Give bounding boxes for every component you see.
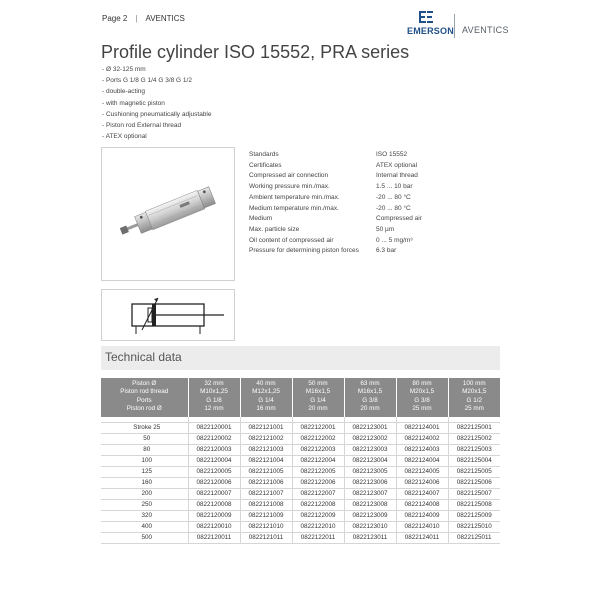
- pneumatic-symbol: [101, 289, 235, 341]
- piston-diameter: 32 mm: [204, 380, 224, 387]
- port-size: G 3/8: [362, 396, 378, 404]
- spec-value: -20 ... 80 °C: [376, 193, 411, 201]
- feature-item: - double-acting: [102, 88, 145, 96]
- spec-key: Standards: [249, 151, 279, 158]
- part-number-cell: 0822121008: [240, 500, 292, 511]
- part-number-cell: 0822121001: [240, 423, 292, 434]
- cylinder-illustration: [102, 148, 234, 280]
- piston-diameter: 50 mm: [308, 380, 328, 387]
- part-number-cell: 0822120002: [188, 434, 240, 445]
- spec-value: ISO 15552: [376, 151, 408, 158]
- aventics-logo-text: AVENTICS: [462, 25, 509, 35]
- spec-key: Working pressure min./max.: [249, 183, 330, 191]
- spec-table: [249, 150, 422, 257]
- page-label: Page: [102, 14, 121, 23]
- stroke-cell: 400: [101, 522, 188, 533]
- part-number-cell: 0822121011: [240, 533, 292, 544]
- stroke-cell: 80: [101, 445, 188, 456]
- part-number-cell: 0822125008: [448, 500, 500, 511]
- part-number-cell: 0822121009: [240, 511, 292, 522]
- part-number-cell: 0822120003: [188, 445, 240, 456]
- table-row: [101, 489, 500, 500]
- part-number-cell: 0822124004: [396, 456, 448, 467]
- double-acting-cylinder-icon: [102, 290, 234, 340]
- part-number-cell: 0822125002: [448, 434, 500, 445]
- table-header-row: [101, 378, 500, 417]
- part-number-cell: 0822120005: [188, 467, 240, 478]
- rod-thread: M10x1,25: [200, 388, 228, 396]
- spec-row: [249, 193, 422, 204]
- feature-item: - Cushioning pneumatically adjustable: [102, 110, 212, 118]
- part-number-cell: 0822120004: [188, 456, 240, 467]
- spec-value: Compressed air: [376, 215, 422, 223]
- part-number-cell: 0822125011: [448, 533, 500, 544]
- emerson-logo-icon: [415, 10, 437, 24]
- part-number-cell: 0822125009: [448, 511, 500, 522]
- table-row: [101, 456, 500, 467]
- rod-diameter: 20 mm: [360, 405, 380, 413]
- spec-row: [249, 204, 422, 215]
- spec-key: Medium temperature min./max.: [249, 204, 339, 212]
- part-number-cell: 0822121006: [240, 478, 292, 489]
- feature-item: - Piston rod External thread: [102, 122, 182, 130]
- spec-key: Max. particle size: [249, 225, 300, 233]
- part-number-cell: 0822124008: [396, 500, 448, 511]
- port-size: G 1/4: [310, 396, 326, 404]
- part-number-cell: 0822124001: [396, 423, 448, 434]
- technical-data-table: [101, 378, 500, 544]
- logo-divider: [454, 14, 455, 38]
- stroke-cell: 125: [101, 467, 188, 478]
- rod-thread: M20x1,5: [409, 388, 435, 396]
- part-number-cell: 0822122001: [292, 423, 344, 434]
- page-header: [102, 14, 185, 23]
- part-number-cell: 0822121004: [240, 456, 292, 467]
- table-row: [101, 445, 500, 456]
- part-number-cell: 0822123004: [344, 456, 396, 467]
- table-row: [101, 478, 500, 489]
- part-number-cell: 0822120008: [188, 500, 240, 511]
- part-number-cell: 0822123010: [344, 522, 396, 533]
- spec-row: [249, 150, 422, 161]
- part-number-cell: 0822122008: [292, 500, 344, 511]
- feature-item: - Ø 32-125 mm: [102, 66, 146, 73]
- part-number-cell: 0822123005: [344, 467, 396, 478]
- emerson-logo-text: EMERSON: [407, 26, 454, 36]
- rod-diameter: 12 mm: [204, 405, 224, 413]
- rod-thread: M20x1,5: [462, 388, 487, 396]
- spec-row: [249, 214, 422, 225]
- feature-list: [102, 64, 211, 142]
- stroke-cell: 50: [101, 434, 188, 445]
- part-number-cell: 0822123001: [344, 423, 396, 434]
- stroke-cell: 160: [101, 478, 188, 489]
- spec-value: ATEX optional: [376, 161, 418, 169]
- column-header: [240, 378, 292, 417]
- part-number-cell: 0822124010: [396, 522, 448, 533]
- table-body: [101, 417, 500, 544]
- piston-diameter: 100 mm: [462, 380, 486, 387]
- spec-row: [249, 171, 422, 182]
- header-label: Ports: [136, 396, 152, 404]
- piston-diameter: 63 mm: [360, 380, 380, 387]
- part-number-cell: 0822122005: [292, 467, 344, 478]
- part-number-cell: 0822122011: [292, 533, 344, 544]
- part-number-cell: 0822123007: [344, 489, 396, 500]
- spec-key: Ambient temperature min./max.: [249, 193, 340, 201]
- part-number-cell: 0822121010: [240, 522, 292, 533]
- feature-item: - with magnetic piston: [102, 99, 165, 107]
- spec-value: Internal thread: [376, 172, 418, 180]
- rod-diameter: 16 mm: [256, 405, 276, 413]
- header-labels-cell: [101, 378, 188, 417]
- port-size: G 1/4: [258, 396, 274, 404]
- technical-data-title: Technical data: [105, 350, 182, 364]
- part-number-cell: 0822125007: [448, 489, 500, 500]
- header-label: Piston rod thread: [120, 388, 169, 396]
- part-number-cell: 0822125005: [448, 467, 500, 478]
- table-row: [101, 434, 500, 445]
- part-number-cell: 0822123002: [344, 434, 396, 445]
- part-number-cell: 0822121002: [240, 434, 292, 445]
- part-number-cell: 0822125004: [448, 456, 500, 467]
- piston-diameter: 80 mm: [412, 380, 432, 387]
- header-brand: AVENTICS: [145, 14, 185, 23]
- table-row: [101, 511, 500, 522]
- spec-row: [249, 246, 422, 257]
- rod-diameter: 25 mm: [412, 405, 432, 413]
- spec-key: Oil content of compressed air: [249, 236, 334, 244]
- part-number-cell: 0822122002: [292, 434, 344, 445]
- rod-diameter: 25 mm: [464, 405, 484, 413]
- spec-row: [249, 182, 422, 193]
- piston-diameter: 40 mm: [256, 380, 276, 387]
- spec-value: 1.5 ... 10 bar: [376, 183, 413, 191]
- stroke-cell: 500: [101, 533, 188, 544]
- rod-thread: M16x1,5: [305, 388, 331, 396]
- technical-data-header: [101, 346, 500, 370]
- part-number-cell: 0822124006: [396, 478, 448, 489]
- table-row: [101, 423, 500, 434]
- part-number-cell: 0822122003: [292, 445, 344, 456]
- header-separator: |: [135, 14, 138, 23]
- spec-value: 50 µm: [376, 225, 395, 233]
- column-header: [188, 378, 240, 417]
- spec-value: 0 ... 5 mg/m³: [376, 236, 413, 244]
- table-row: [101, 522, 500, 533]
- header-label: Piston rod Ø: [126, 405, 162, 413]
- part-number-cell: 0822120010: [188, 522, 240, 533]
- rod-thread: M12x1,25: [252, 388, 280, 396]
- stroke-cell: 200: [101, 489, 188, 500]
- rod-diameter: 20 mm: [308, 405, 328, 413]
- part-number-cell: 0822120006: [188, 478, 240, 489]
- brand-logos: [407, 10, 515, 38]
- stroke-cell: 100: [101, 456, 188, 467]
- part-number-cell: 0822125006: [448, 478, 500, 489]
- part-number-cell: 0822122006: [292, 478, 344, 489]
- spec-row: [249, 225, 422, 236]
- spec-value: -20 ... 80 °C: [376, 204, 411, 212]
- port-size: G 3/8: [414, 396, 430, 404]
- part-number-cell: 0822121007: [240, 489, 292, 500]
- port-size: G 1/8: [206, 396, 222, 404]
- page-title: Profile cylinder ISO 15552, PRA series: [101, 42, 410, 62]
- part-number-cell: 0822123011: [344, 533, 396, 544]
- part-number-cell: 0822125001: [448, 423, 500, 434]
- feature-item: - ATEX optional: [102, 133, 147, 141]
- column-header: [344, 378, 396, 417]
- port-size: G 1/2: [466, 396, 482, 404]
- part-number-cell: 0822120001: [188, 423, 240, 434]
- part-number-cell: 0822123006: [344, 478, 396, 489]
- stroke-cell: 320: [101, 511, 188, 522]
- part-number-cell: 0822125010: [448, 522, 500, 533]
- part-number-cell: 0822123008: [344, 500, 396, 511]
- part-number-cell: 0822124009: [396, 511, 448, 522]
- spec-key: Medium: [249, 215, 273, 223]
- column-header: [448, 378, 500, 417]
- column-header: [396, 378, 448, 417]
- spec-row: [249, 236, 422, 247]
- column-header: [292, 378, 344, 417]
- part-number-cell: 0822120009: [188, 511, 240, 522]
- part-number-cell: 0822122009: [292, 511, 344, 522]
- table-row: [101, 533, 500, 544]
- spec-key: Certificates: [249, 161, 282, 169]
- spec-key: Pressure for determining piston forces: [249, 247, 359, 255]
- feature-item: - Ports G 1/8 G 1/4 G 3/8 G 1/2: [102, 77, 192, 85]
- part-number-cell: 0822122010: [292, 522, 344, 533]
- table-row: [101, 500, 500, 511]
- part-number-cell: 0822120007: [188, 489, 240, 500]
- part-number-cell: 0822121003: [240, 445, 292, 456]
- part-number-cell: 0822120011: [188, 533, 240, 544]
- part-number-cell: 0822124002: [396, 434, 448, 445]
- spec-value: 6.3 bar: [376, 247, 397, 255]
- rod-thread: M16x1,5: [357, 388, 383, 396]
- page-number: 2: [122, 14, 128, 23]
- part-number-cell: 0822124003: [396, 445, 448, 456]
- header-label: Piston Ø: [132, 380, 157, 387]
- stroke-cell: Stroke 25: [101, 423, 188, 434]
- table-row: [101, 467, 500, 478]
- part-number-cell: 0822121005: [240, 467, 292, 478]
- stroke-cell: 250: [101, 500, 188, 511]
- part-number-cell: 0822123009: [344, 511, 396, 522]
- part-number-cell: 0822124005: [396, 467, 448, 478]
- part-number-cell: 0822124011: [396, 533, 448, 544]
- spec-row: [249, 161, 422, 172]
- part-number-cell: 0822122004: [292, 456, 344, 467]
- product-image: [101, 147, 235, 281]
- part-number-cell: 0822124007: [396, 489, 448, 500]
- part-number-cell: 0822125003: [448, 445, 500, 456]
- part-number-cell: 0822122007: [292, 489, 344, 500]
- spec-key: Compressed air connection: [249, 172, 329, 180]
- part-number-cell: 0822123003: [344, 445, 396, 456]
